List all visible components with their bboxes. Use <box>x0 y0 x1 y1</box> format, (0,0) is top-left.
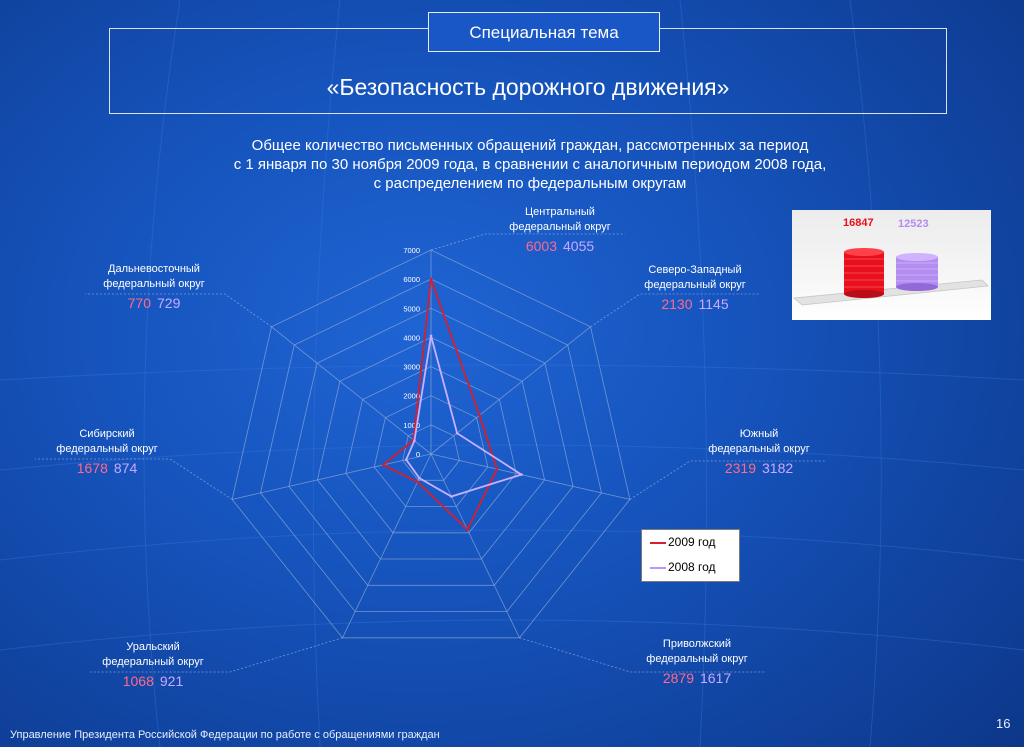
region-name-line2: федеральный округ <box>644 279 746 291</box>
data-point-2009 <box>478 414 481 417</box>
value-2008: 874 <box>113 460 138 476</box>
legend-label-2009: 2009 год <box>668 535 716 549</box>
data-point-2009 <box>466 528 469 531</box>
data-point-2008 <box>450 495 453 498</box>
data-point-2008 <box>413 440 416 443</box>
region-name: Сибирский <box>79 428 135 440</box>
value-2008: 4055 <box>563 238 595 254</box>
series-line-2008 <box>406 336 521 497</box>
region-name: Уральский <box>126 641 180 653</box>
cylinder-2009-bottom <box>844 290 884 298</box>
cylinder-2009-top <box>844 248 884 256</box>
data-point-2008 <box>520 473 523 476</box>
cylinder-2008-body <box>896 257 938 287</box>
region-name-line2: федеральный округ <box>646 653 748 665</box>
radar-series <box>382 278 523 531</box>
region-values <box>694 461 824 476</box>
totals-inset <box>792 210 991 320</box>
legend-label-2008: 2008 год <box>668 560 716 574</box>
value-2009: 1068 <box>122 673 154 689</box>
grid-spoke-6 <box>272 327 432 454</box>
region-name: Дальневосточный <box>108 263 200 275</box>
data-point-2008 <box>405 458 408 461</box>
data-point-2009 <box>430 278 433 281</box>
data-point-2009 <box>416 481 419 484</box>
region-values <box>88 674 218 689</box>
value-2009: 6003 <box>525 238 557 254</box>
subtitle-line-2: с 1 января по 30 ноября 2009 года, в сравнении с аналогичным периодом 2008 года, <box>233 156 827 173</box>
region-label-fareast <box>82 262 226 311</box>
tick-label: 1000 <box>403 420 420 430</box>
region-name-line2: федеральный округ <box>103 278 205 290</box>
region-label-siberia <box>42 427 172 476</box>
data-point-2008 <box>430 335 433 338</box>
grid-spoke-5 <box>232 454 431 499</box>
series-line-2009 <box>383 279 497 529</box>
cylinder-2008-bottom <box>896 283 938 291</box>
region-name-line2: федеральный округ <box>56 443 158 455</box>
page-title: «Безопасность дорожного движения» <box>326 74 730 100</box>
region-label-ural <box>88 640 218 689</box>
tick-label: 2000 <box>403 391 420 401</box>
legend-swatch-2009 <box>650 542 666 544</box>
grid-spoke-2 <box>431 454 630 499</box>
radar-grid <box>232 250 630 638</box>
region-values <box>632 671 762 686</box>
region-name-line2: федеральный округ <box>102 656 204 668</box>
value-2009: 2319 <box>724 460 756 476</box>
data-point-2008 <box>456 432 459 435</box>
tick-label: 3000 <box>403 362 420 372</box>
chart-legend <box>641 529 740 582</box>
region-label-central <box>498 205 622 254</box>
radar-tick-labels <box>403 246 420 459</box>
grid-spoke-3 <box>431 454 520 638</box>
tick-label: 7000 <box>403 246 420 255</box>
region-name-line2: федеральный округ <box>509 221 611 233</box>
value-2008: 1617 <box>700 670 732 686</box>
cylinder-2008-top <box>896 253 938 261</box>
total-2009-label: 16847 <box>843 217 874 229</box>
region-values <box>82 296 226 311</box>
legend-item-2009 <box>642 530 739 555</box>
tick-label: 5000 <box>403 304 420 314</box>
data-point-2009 <box>382 464 385 467</box>
cylinder-2009 <box>844 248 884 298</box>
tick-label: 0 <box>415 450 420 459</box>
region-values <box>498 239 622 254</box>
data-point-2008 <box>418 477 421 480</box>
region-label-south <box>694 427 824 476</box>
region-values <box>42 461 172 476</box>
cylinder-2008 <box>896 253 938 291</box>
legend-item-2008 <box>642 555 739 580</box>
footer-text: Управление Президента Российской Федерации по работе с обращениями граждан <box>10 729 440 741</box>
region-name: Центральный <box>525 206 595 218</box>
legend-swatch-2008 <box>650 567 666 569</box>
tick-label: 4000 <box>403 333 420 343</box>
special-topic-tab: Специальная тема <box>428 12 660 52</box>
region-label-northwest <box>630 263 760 312</box>
region-name: Южный <box>739 428 779 440</box>
region-values <box>630 297 760 312</box>
value-2008: 729 <box>157 295 181 311</box>
region-name-line2: федеральный округ <box>708 443 810 455</box>
data-point-2009 <box>496 468 499 471</box>
inset-floor <box>794 280 988 305</box>
value-2009: 2130 <box>661 296 693 312</box>
region-name: Северо-Западный <box>648 264 742 276</box>
value-2008: 1145 <box>698 296 729 312</box>
value-2009: 1678 <box>76 460 108 476</box>
page-number: 16 <box>996 716 1011 731</box>
subtitle-line-3: с распределением по федеральным округам <box>373 175 687 192</box>
value-2008: 3182 <box>762 460 794 476</box>
value-2008: 921 <box>159 673 184 689</box>
region-label-volga <box>632 637 762 686</box>
subtitle-line-1: Общее количество письменных обращений граждан, рассмотренных за период <box>251 137 809 154</box>
totals-cylinder-chart <box>792 210 991 320</box>
value-2009: 770 <box>127 295 151 311</box>
region-name: Приволжский <box>662 638 732 650</box>
tick-label: 6000 <box>403 275 420 285</box>
value-2009: 2879 <box>662 670 694 686</box>
total-2008-label: 12523 <box>898 218 929 230</box>
